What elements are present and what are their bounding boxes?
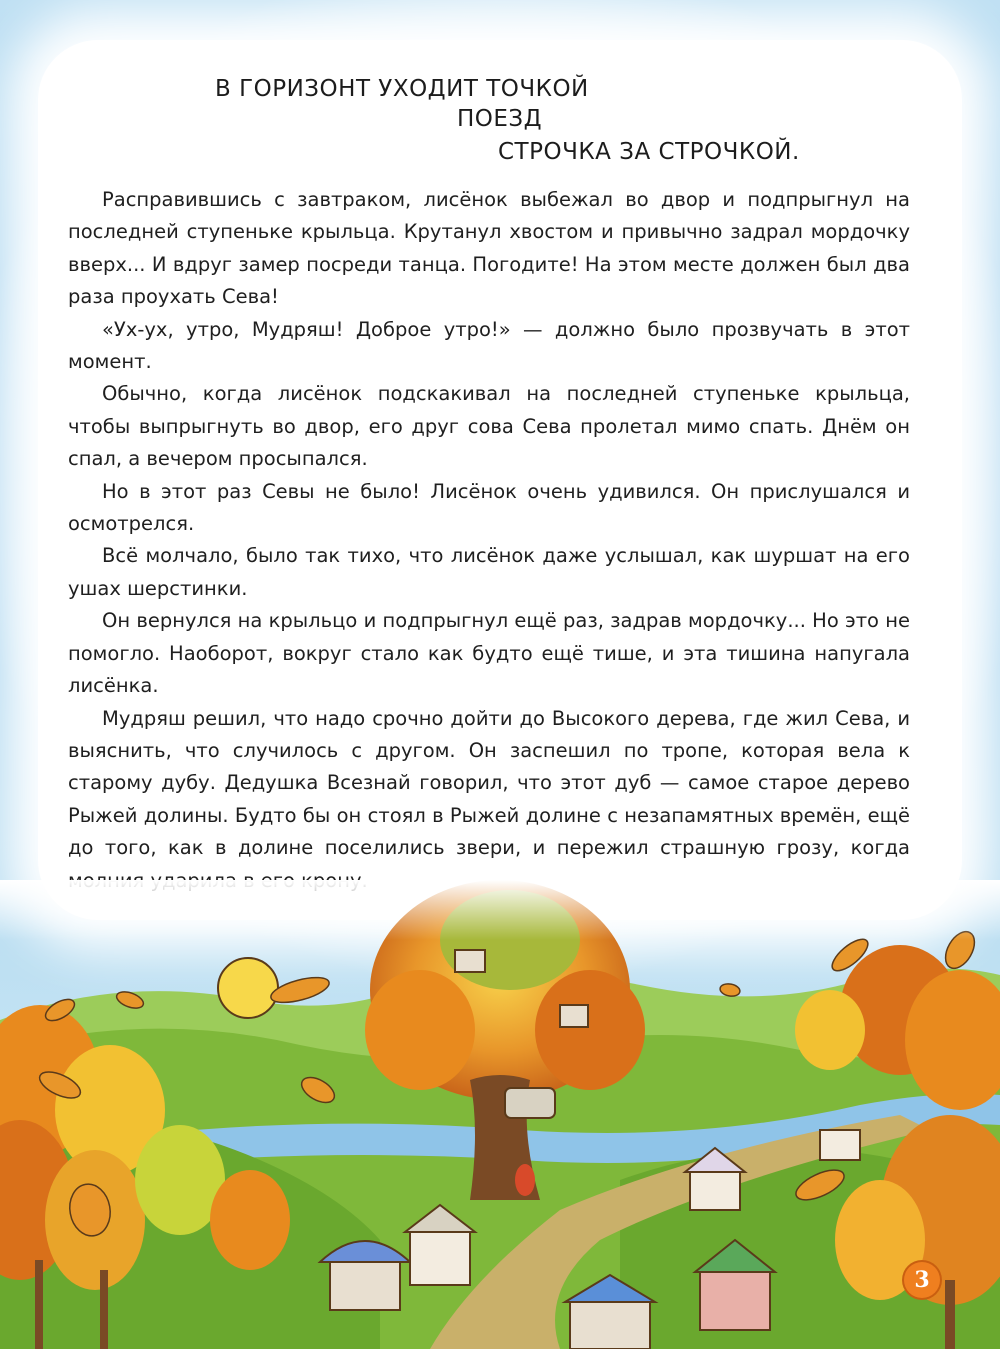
sun xyxy=(218,958,278,1018)
paragraph: Но в этот раз Севы не было! Лисёнок очень удивился. Он прислушался и осмотрелся. xyxy=(68,479,910,536)
paragraph: Мудряш решил, что надо срочно дойти до Высокого дерева, где жил Сева, и выяснить, что случилось с другом. Он заспешил по тропе, которая вела к старому дубу. Дедушка Всезнай говорил, что этот дуб — самое старое дерево Рыжей долины. Будто бы он стоял в Рыжей долине с незапамятных времён, ещё до того, как в долине поселились звери, и пережил страшную грозу, когда xyxy=(68,706,910,860)
page-number-badge: 3 xyxy=(904,1262,940,1298)
paragraph: Расправившись с завтраком, лисёнок выбежал во двор и подпрыгнул на последней ступеньке крыльца. Крутанул хвостом и привычно задрал мордочку вверх... И вдруг замер посреди танца. Погодите! На этом месте должен был два раза проухать Сева! xyxy=(68,188,910,309)
paragraph: Всё молчало, было так тихо, что лисёнок даже услышал, как шуршат на его ушах шерстинки. xyxy=(68,544,910,600)
autumn-valley-illustration xyxy=(0,880,1000,1349)
story-text xyxy=(68,184,910,897)
poem-line: ПОЕЗД xyxy=(457,106,543,132)
paragraph: «Ух-ух, утро, Мудряш! Доброе утро!» — должно было прозвучать в этот момент. xyxy=(68,317,910,374)
paragraph: Он вернулся на крыльцо и подпрыгнул ещё раз, задрав мордочку... Но это не помогло. Наоборот, вокруг стало как будто ещё тише, и эта тишина напугала лисёнка. xyxy=(68,609,910,698)
paragraph: Обычно, когда лисёнок подскакивал на последней ступеньке крыльца, чтобы выпрыгнуть во двор, его друг сова Сева пролетал мимо спать. Днём он спал, а вечером просыпался. xyxy=(68,382,910,471)
poem-line: СТРОЧКА ЗА СТРОЧКОЙ. xyxy=(498,139,800,165)
poem-line: В ГОРИЗОНТ УХОДИТ ТОЧКОЙ xyxy=(215,76,589,102)
